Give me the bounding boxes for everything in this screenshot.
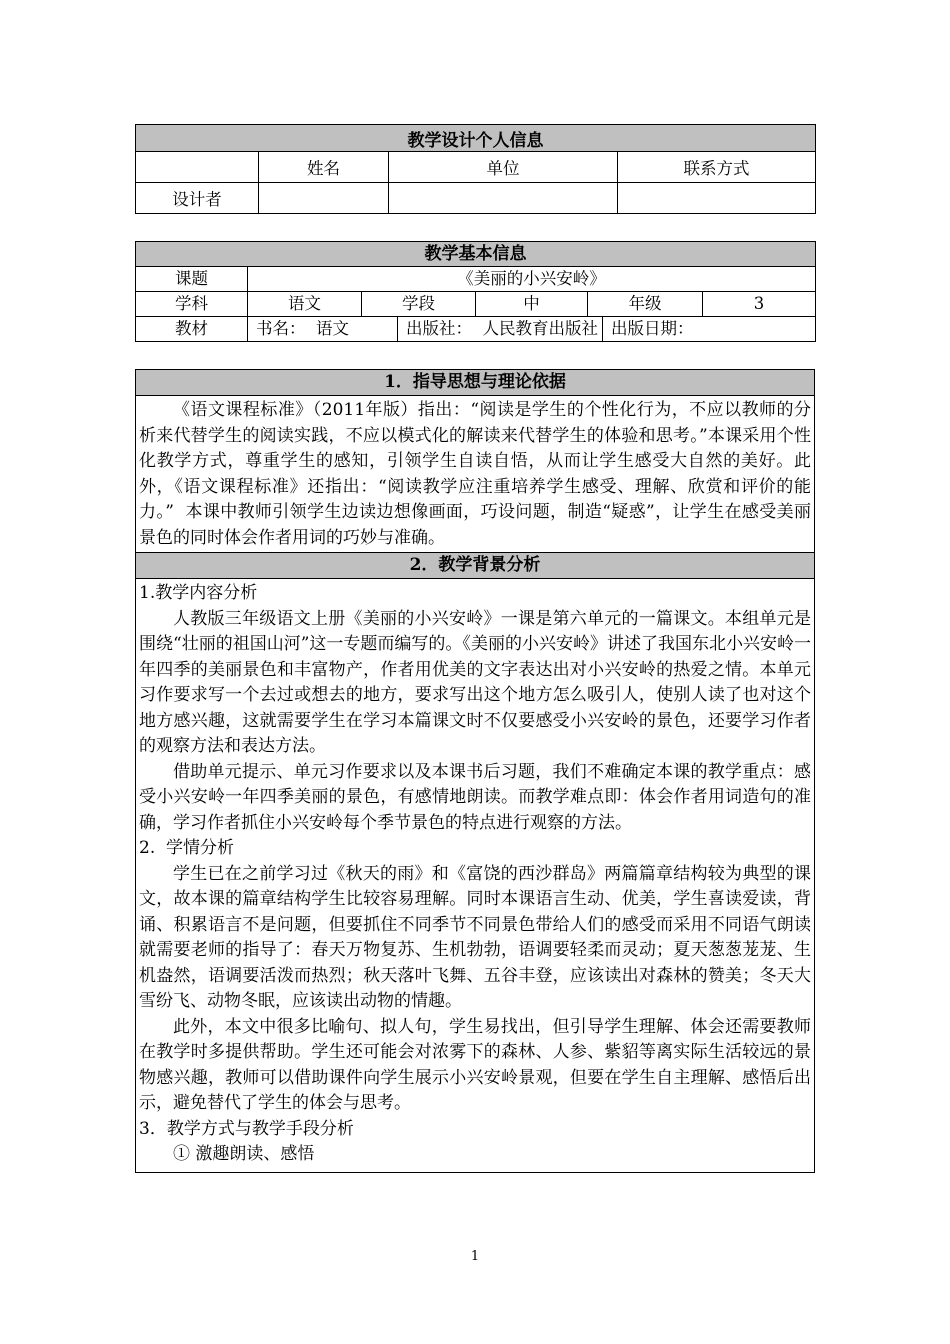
learner-analysis-heading: 2. 学情分析 (139, 838, 235, 858)
page-number: 1 (470, 1249, 480, 1264)
publisher: 出版社： 人民教育出版社 (398, 317, 603, 342)
section2-body (136, 579, 815, 1173)
pub-date: 出版日期： (603, 317, 816, 342)
topic-value: 《美丽的小兴安岭》 (248, 267, 816, 292)
textbook-label: 教材 (136, 317, 248, 342)
col-contact: 联系方式 (618, 152, 816, 183)
basic-table-title: 教学基本信息 (136, 242, 816, 267)
subject-label: 学科 (136, 292, 248, 317)
grade-label: 年级 (588, 292, 703, 317)
analysis-table (135, 369, 815, 1173)
method-item-1: ① 激趣朗读、感悟 (173, 1144, 315, 1164)
empty-cell (136, 152, 259, 183)
subject-value: 语文 (248, 292, 362, 317)
designer-table-title: 教学设计个人信息 (136, 125, 816, 152)
section1-body (136, 396, 815, 553)
col-name: 姓名 (259, 152, 389, 183)
section2-title: 2．教学背景分析 (136, 553, 815, 579)
section1-text: 《语文课程标准》（2011年版）指出：“阅读是学生的个性化行为，不应以教师的分析来代替学生的阅读实践，不应以模式化的解读来代替学生的体验和思考。”本课采用个性化教学方式，尊重学生的感知，引领学生自读自悟，从而让学生感受大自然的美好。此外，《语文课程标准》还指出：“阅读教学应注重培养学生感受、理解、欣赏和评价的能力。” 本课中教师引领学生边读边想像画面，巧设问题，制造“疑惑”，让学生在感受美丽景色的同时体会作者用词的巧妙与准确。 (139, 400, 811, 548)
book-name: 书名： 语文 (248, 317, 398, 342)
stage-value: 中 (476, 292, 588, 317)
designer-name-cell (259, 183, 389, 214)
basic-info-table (135, 241, 816, 342)
content-analysis-heading: 1.教学内容分析 (139, 583, 258, 603)
learner-analysis-p3: 学生已在之前学习过《秋天的雨》和《富饶的西沙群岛》两篇篇章结构较为典型的课文，故本课的篇章结构学生比较容易理解。同时本课语言生动、优美，学生喜读爱读，背诵、积累语言不是问题，但要抓住不同季节不同景色带给人们的感受而采用不同语气朗读就需要老师的指导了：春天万物复苏、生机勃勃，语调要轻柔而灵动；夏天葱葱茏茏、生机盎然，语调要活泼而热烈；秋天落叶飞舞、五谷丰登，应该读出对森林的赞美；冬天大雪纷飞、动物冬眠，应该读出动物的情趣。 (139, 863, 811, 1011)
content-analysis-p1: 人教版三年级语文上册《美丽的小兴安岭》一课是第六单元的一篇课文。本组单元是围绕“壮丽的祖国山河”这一专题而编写的。《美丽的小兴安岭》讲述了我国东北小兴安岭一年四季的美丽景色和丰富物产，作者用优美的文字表达出对小兴安岭的热爱之情。本单元习作要求写一个去过或想去的地方，要求写出这个地方怎么吸引人，使别人读了也对这个地方感兴趣，这就需要学生在学习本篇课文时不仅要感受小兴安岭的景色，还要学习作者的观察方法和表达方法。 (139, 608, 811, 756)
learner-analysis-p4: 此外，本文中很多比喻句、拟人句，学生易找出，但引导学生理解、体会还需要教师在教学时多提供帮助。学生还可能会对浓雾下的森林、人参、紫貂等离实际生活较远的景物感兴趣，教师可以借助课件向学生展示小兴安岭景观，但要在学生自主理解、感悟后出示，避免替代了学生的体会与思考。 (139, 1016, 811, 1113)
designer-contact-cell (618, 183, 816, 214)
designer-unit-cell (389, 183, 618, 214)
section1-title: 1．指导思想与理论依据 (136, 370, 815, 396)
grade-value: 3 (703, 292, 816, 317)
method-analysis-heading: 3．教学方式与教学手段分析 (139, 1118, 354, 1139)
stage-label: 学段 (362, 292, 476, 317)
designer-info-table (135, 124, 816, 214)
designer-label: 设计者 (136, 183, 259, 214)
content-analysis-p2: 借助单元提示、单元习作要求以及本课书后习题，我们不难确定本课的教学重点：感受小兴安岭一年四季美丽的景色，有感情地朗读。而教学难点即：体会作者用词造句的准确，学习作者抓住小兴安岭每个季节景色的特点进行观察的方法。 (139, 761, 811, 833)
topic-label: 课题 (136, 267, 248, 292)
col-unit: 单位 (389, 152, 618, 183)
